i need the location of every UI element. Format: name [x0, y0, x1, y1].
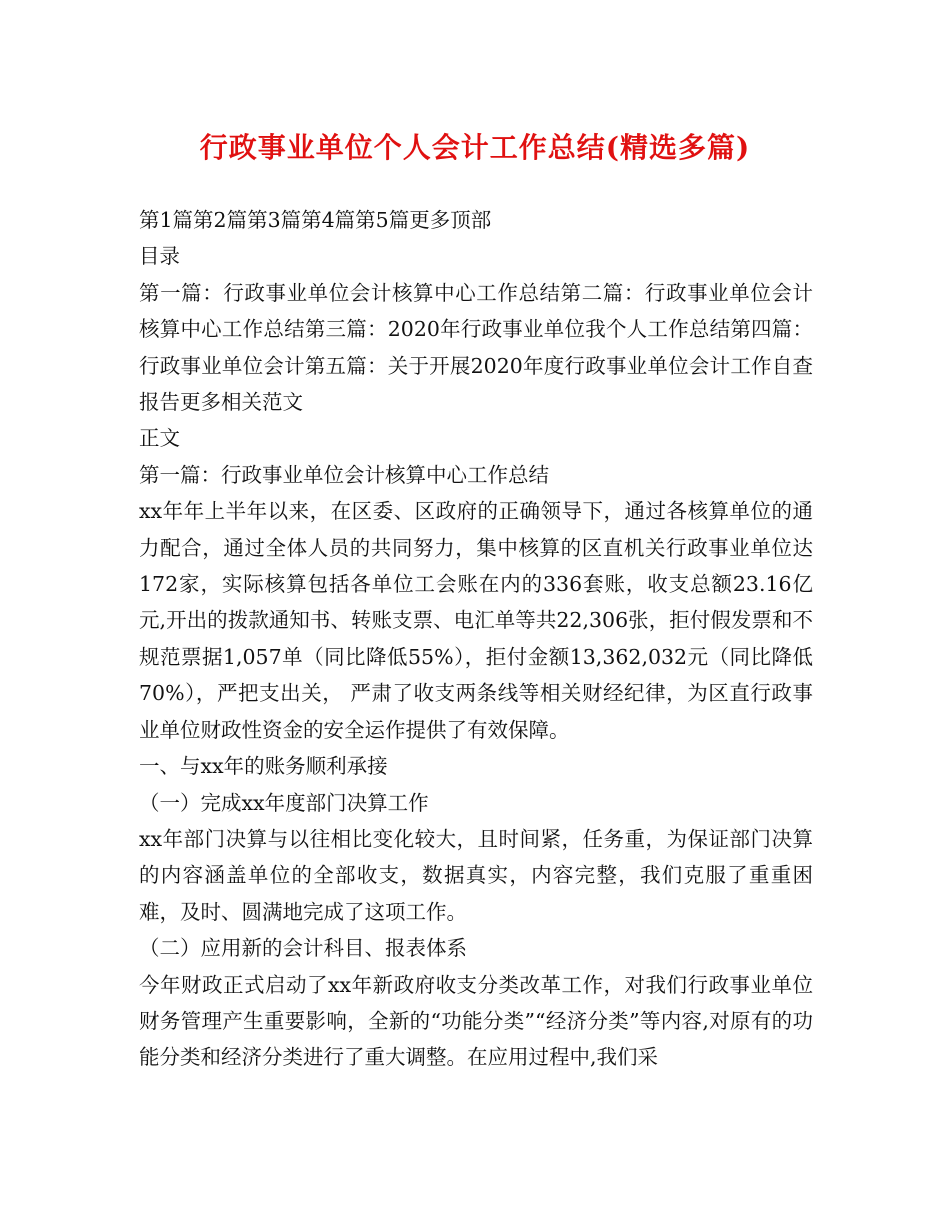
subsection-heading: （二）应用新的会计科目、报表体系	[139, 936, 467, 961]
body-paragraph: xx年部门决算与以往相比变化较大，且时间紧，任务重，为保证部门决算的内容涵盖单位的全部收支，数据真实，内容完整，我们克服了重重困难，及时、圆满地完成了这项工作。	[139, 826, 813, 924]
body-paragraph: xx年年上半年以来，在区委、区政府的正确领导下，通过各核算单位的通力配合，通过全体人员的共同努力，集中核算的区直机关行政事业单位达172家，实际核算包括各单位工会账在内的336套账，收支总额23.16亿元,开出的拨款通知书、转账支票、电汇单等共22,306张，拒付假发票和不规范票据1,057单（同比降低55%），拒付金额13,362,032元（同比降低70%），严把支出关， 严肃了收支两条线等相关财经纪律，为区直行政事业单位财政性资金的安全运作提供了有效保障。	[139, 499, 813, 742]
chapter-heading: 第一篇：行政事业单位会计核算中心工作总结	[139, 462, 549, 487]
document-title: 行政事业单位个人会计工作总结(精选多篇)	[199, 131, 751, 164]
body-paragraph: 今年财政正式启动了xx年新政府收支分类改革工作，对我们行政事业单位财务管理产生重要影响，全新的“功能分类”“经济分类”等内容,对原有的功能分类和经济分类进行了重大调整。在应用过程中,我们采	[139, 972, 813, 1070]
subsection-heading: （一）完成xx年度部门决算工作	[139, 790, 429, 815]
toc-list: 第一篇：行政事业单位会计核算中心工作总结第二篇：行政事业单位会计核算中心工作总结第三篇：2020年行政事业单位我个人工作总结第四篇：行政事业单位会计第五篇：关于开展2020年度行政事业单位会计工作自查报告更多相关范文	[139, 280, 813, 415]
nav-links-line: 第1篇第2篇第3篇第4篇第5篇更多顶部	[139, 208, 492, 232]
document-body	[139, 202, 813, 1076]
section-heading: 一、与xx年的账务顺利承接	[139, 754, 388, 779]
toc-heading: 目录	[139, 244, 180, 269]
body-heading: 正文	[139, 426, 180, 451]
